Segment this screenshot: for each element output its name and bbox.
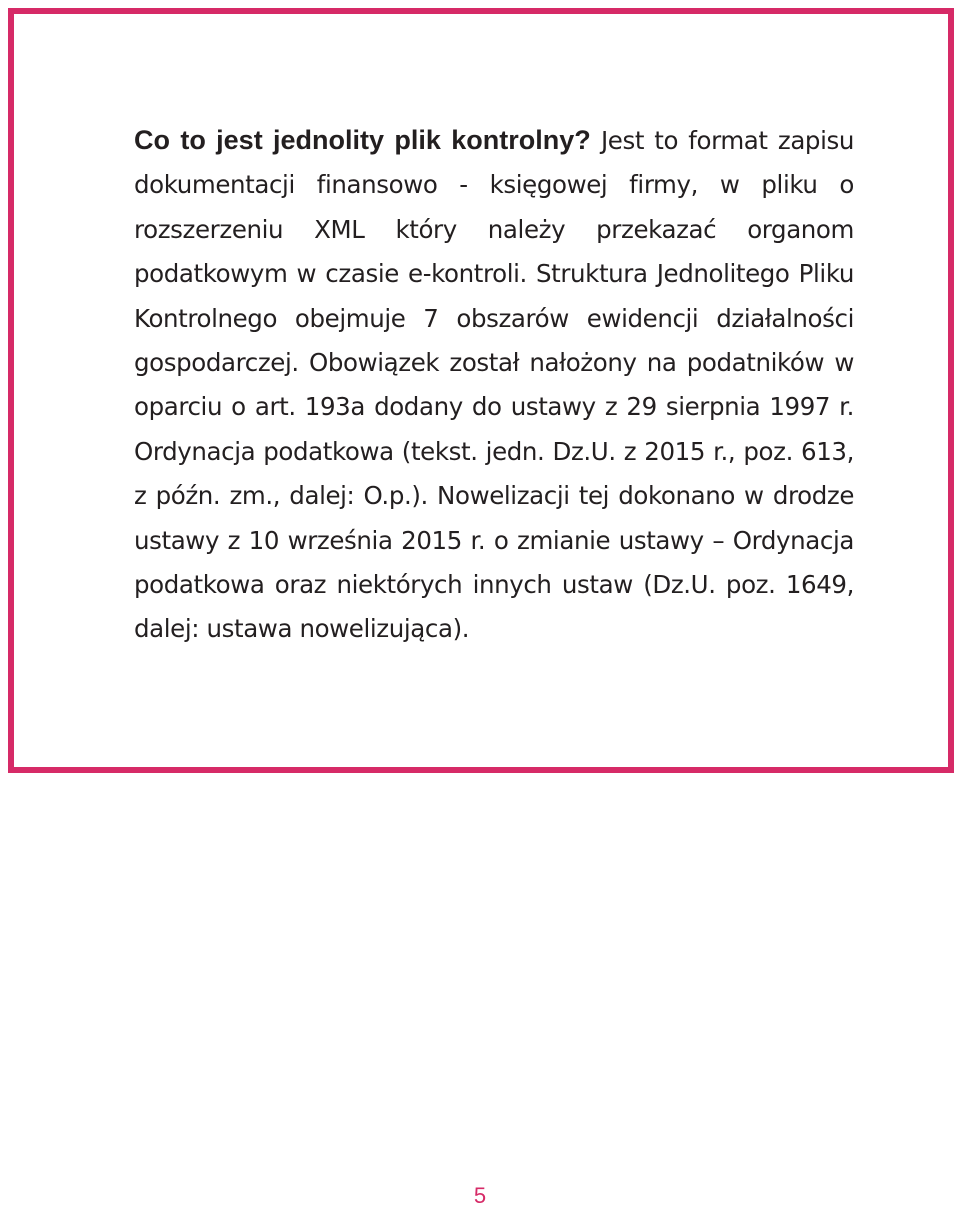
- content-frame: [8, 8, 954, 773]
- definition-paragraph: [134, 118, 854, 652]
- question-heading: Co to jest jednolity plik kontrolny?: [134, 125, 591, 155]
- page-number: 5: [473, 1183, 487, 1208]
- definition-body: Jest to format zapisu dokumentacji finansowo - księgowej firmy, w pliku o rozszerzeniu XML który należy przekazać organom podatkowym w czasie e-kontroli. Struktura Jednolitego Pliku Kontrolnego obejmuje 7 obszarów ewidencji działalności gospodarczej. Obowiązek został nałożony na podatników w oparciu o art. 193a dodany do ustawy z 29 sierpnia 1997 r. Ordynacja podatkowa (tekst. jedn. Dz.U. z 2015 r., poz. 613, z późn. zm., dalej: O.p.). Nowelizacji tej dokonano w drodze ustawy z 10 września 2015 r. o zmianie ustawy – Ordynacja podatkowa oraz niektórych innych ustaw (Dz.U. poz. 1649, dalej: ustawa nowelizująca).: [134, 126, 854, 644]
